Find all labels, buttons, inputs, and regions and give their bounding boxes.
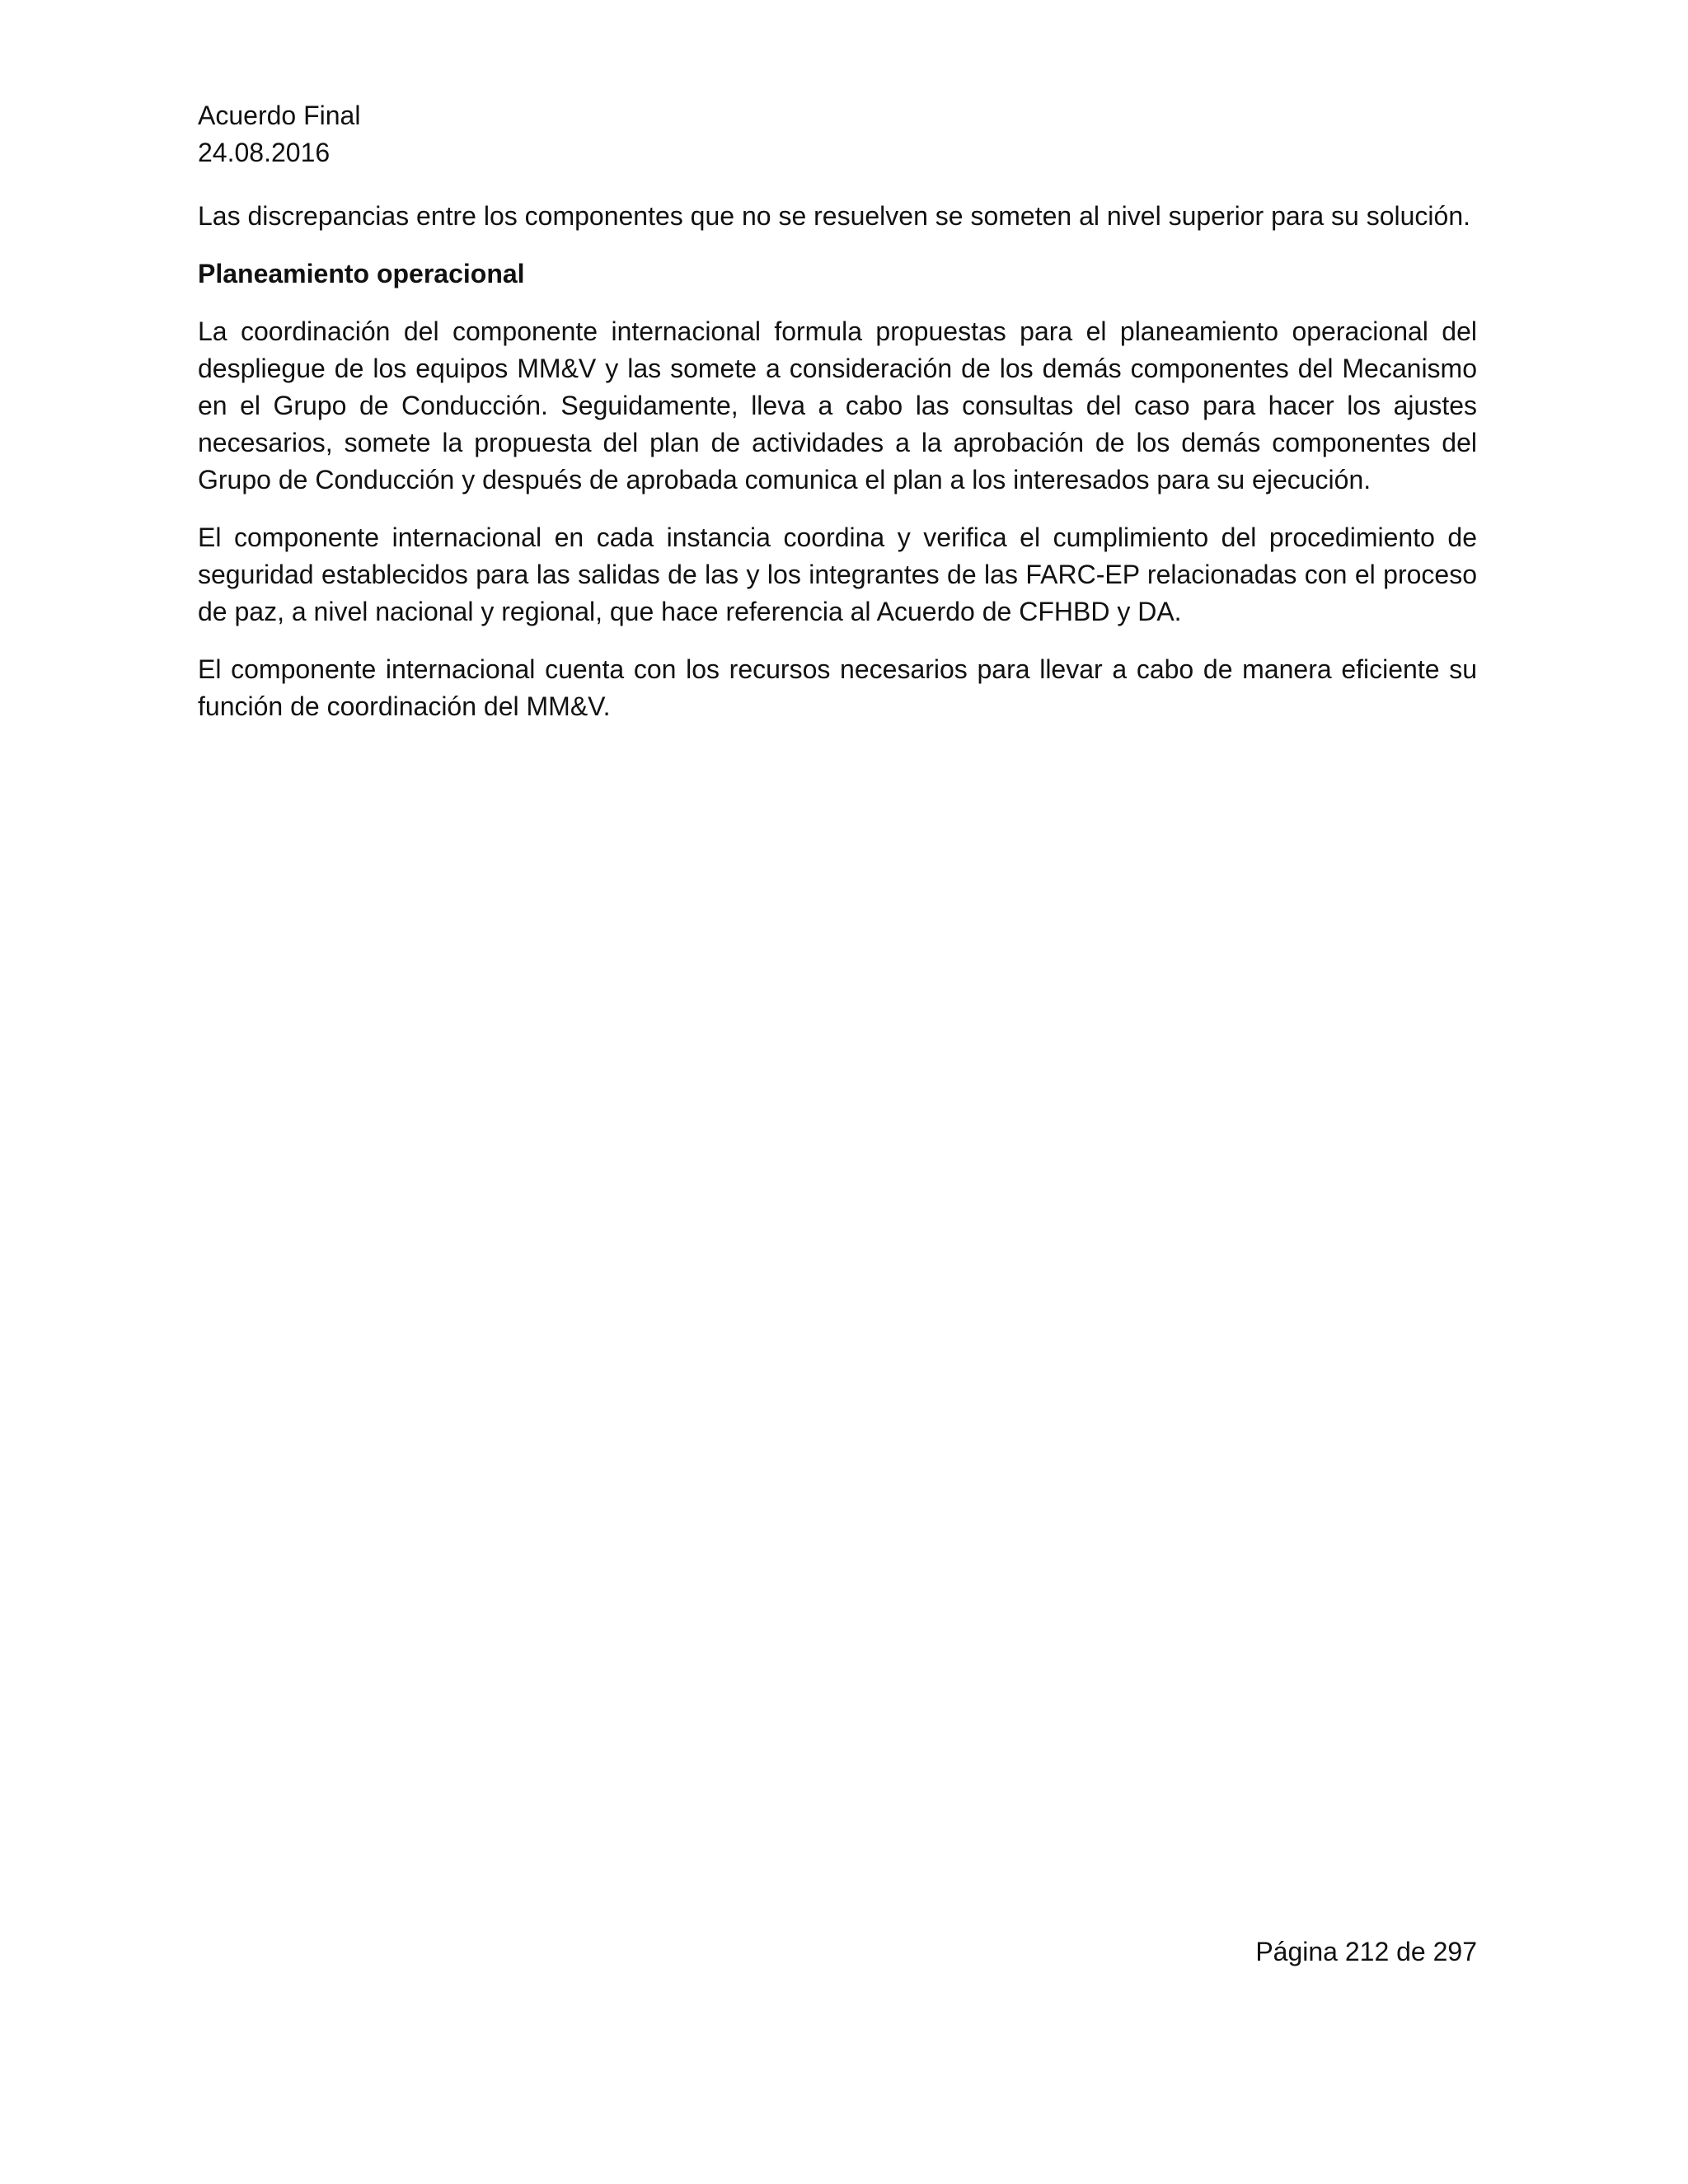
paragraph-recursos: El componente internacional cuenta con los recursos necesarios para llevar a cabo de manera eficiente su función de coordinación del MM&V. <box>198 654 1477 721</box>
page-number: Página 212 de 297 <box>1255 1937 1477 1966</box>
paragraph-discrepancias: Las discrepancias entre los componentes que no se resuelven se someten al nivel superior para su solución. <box>198 201 1470 231</box>
page-content <box>198 198 1477 746</box>
section-heading: Planeamiento operacional <box>198 259 525 288</box>
page-header <box>198 97 1484 171</box>
paragraph-coordinacion: La coordinación del componente internacional formula propuestas para el planeamiento operacional del despliegue de los equipos MM&V y las somete a consideración de los demás componentes del Mecanismo en el Grupo de Conducción. Seguidamente, lleva a cabo las consultas del caso para hacer los ajustes necesarios, somete la propuesta del plan de actividades a la aprobación de los demás componentes del Grupo de Conducción y después de aprobada comunica el plan a los interesados para su ejecución. <box>198 316 1477 494</box>
paragraph-seguridad: El componente internacional en cada instancia coordina y verifica el cumplimiento del procedimiento de seguridad establecidos para las salidas de las y los integrantes de las FARC-EP relacionadas con el proceso de paz, a nivel nacional y regional, que hace referencia al Acuerdo de CFHBD y DA. <box>198 523 1477 626</box>
document-title: Acuerdo Final <box>198 101 361 130</box>
document-date: 24.08.2016 <box>198 138 331 167</box>
